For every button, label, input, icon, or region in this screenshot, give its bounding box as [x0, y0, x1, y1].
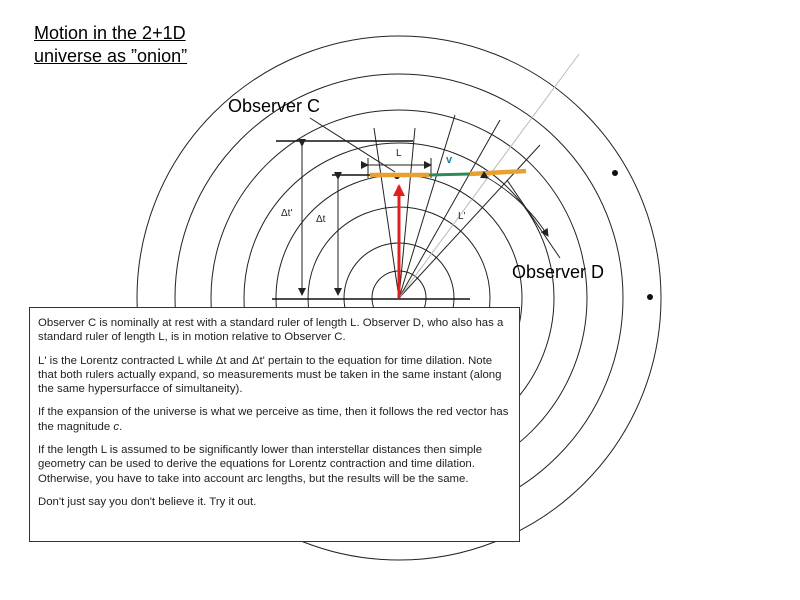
explanation-paragraph-5: Don't just say you don't believe it. Try it out. [38, 495, 257, 508]
explanation-paragraph-1: Observer C is nominally at rest with a standard ruler of length L. Observer D, who also has a standard ruler of length L, is in motion relative to Observer C. [38, 317, 504, 344]
delta-t-label: Δt [316, 214, 326, 225]
velocity-label: v [446, 154, 453, 166]
worldline-dot-right [647, 294, 653, 300]
radial-line-4 [399, 120, 500, 298]
observer-c-pointer [310, 118, 395, 172]
observer-d-pointer [507, 180, 560, 258]
delta-t-prime-label: Δt' [281, 208, 293, 219]
explanation-paragraph-4: If the length L is assumed to be significantly lower than interstellar distances then simple geometry can be used to derive the equations for Lorentz contraction and time dilation. Otherwise, you have to take into account arc lengths, but the results will be the same. [38, 444, 483, 485]
explanation-paragraph-3: If the expansion of the universe is what we perceive as time, then it follows the red vector has the magnitude c. [38, 406, 509, 433]
explanation-paragraph-2: L' is the Lorentz contracted L while Δt and Δt' pertain to the equation for time dilation. Note that both rulers actually expand, so measurements must be taken in the same instant (along the same hypersurfacce of simultaneity). [38, 354, 502, 396]
observer-d-ruler [470, 171, 526, 174]
worldline-dot-upper [612, 170, 618, 176]
title-line-1: Motion in the 2+1D [34, 23, 186, 43]
explanation-box [29, 307, 520, 542]
observer-c-label: Observer C [228, 96, 321, 116]
velocity-segment [429, 174, 470, 175]
title-line-2: universe as ”onion” [34, 46, 188, 66]
ruler-l-label: L [396, 148, 402, 159]
speed-of-light-symbol: c [113, 420, 120, 433]
observer-d-label: Observer D [512, 262, 605, 282]
ruler-l-prime-label: L' [458, 211, 466, 222]
